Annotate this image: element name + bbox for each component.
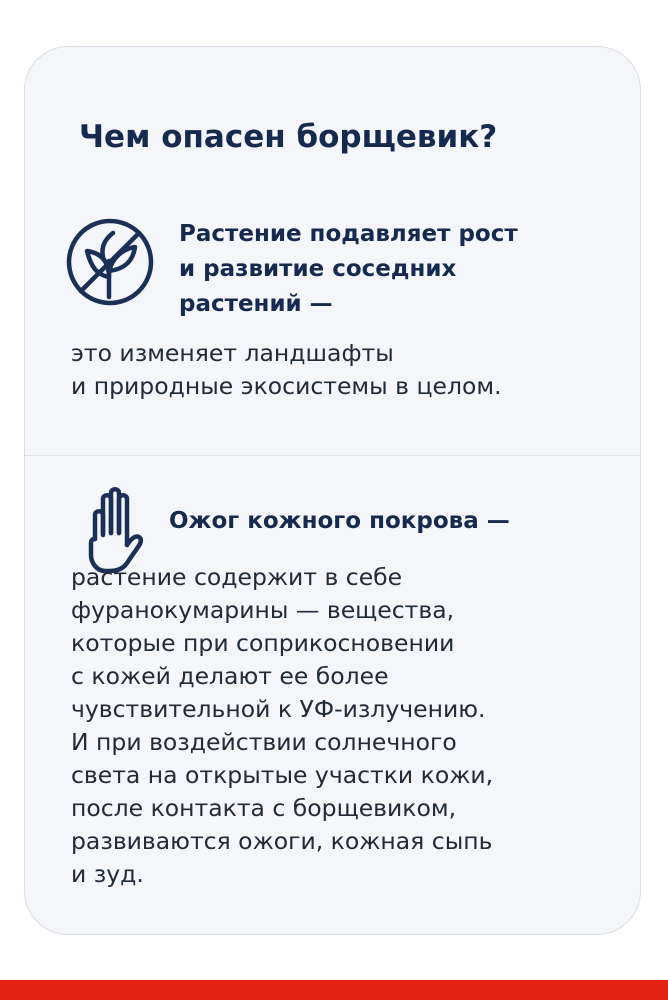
body-line: света на открытые участки кожи,: [71, 761, 494, 789]
body-line: И при воздействии солнечного: [71, 728, 457, 756]
heading-line: Растение подавляет рост: [179, 221, 518, 247]
body-line: чувствительной к УФ-излучению.: [71, 695, 486, 723]
heading-line: растений —: [179, 291, 333, 317]
section-divider: [25, 455, 640, 456]
section-1-heading: [179, 217, 518, 322]
body-line: фуранокумарины — вещества,: [71, 596, 455, 624]
body-line: и природные экосистемы в целом.: [71, 372, 502, 400]
heading-line: и развитие соседних: [179, 256, 457, 282]
accent-bar: [0, 980, 668, 1000]
info-card: [24, 46, 641, 935]
body-line: с кожей делают ее более: [71, 662, 389, 690]
section-2-heading: [169, 504, 510, 538]
body-line: это изменяет ландшафты: [71, 339, 394, 367]
body-line: растение содержит в себе: [71, 563, 403, 591]
body-line: после контакта с борщевиком,: [71, 794, 457, 822]
section-1-body: [71, 337, 502, 403]
body-line: развиваются ожоги, кожная сыпь: [71, 827, 493, 855]
section-2-body: [71, 561, 493, 891]
body-line: которые при соприкосновении: [71, 629, 455, 657]
body-line: и зуд.: [71, 860, 144, 888]
heading-line: Ожог кожного покрова —: [169, 508, 510, 534]
crossed-out-plant-icon: [65, 217, 155, 307]
card-title: Чем опасен борщевик?: [79, 119, 498, 155]
